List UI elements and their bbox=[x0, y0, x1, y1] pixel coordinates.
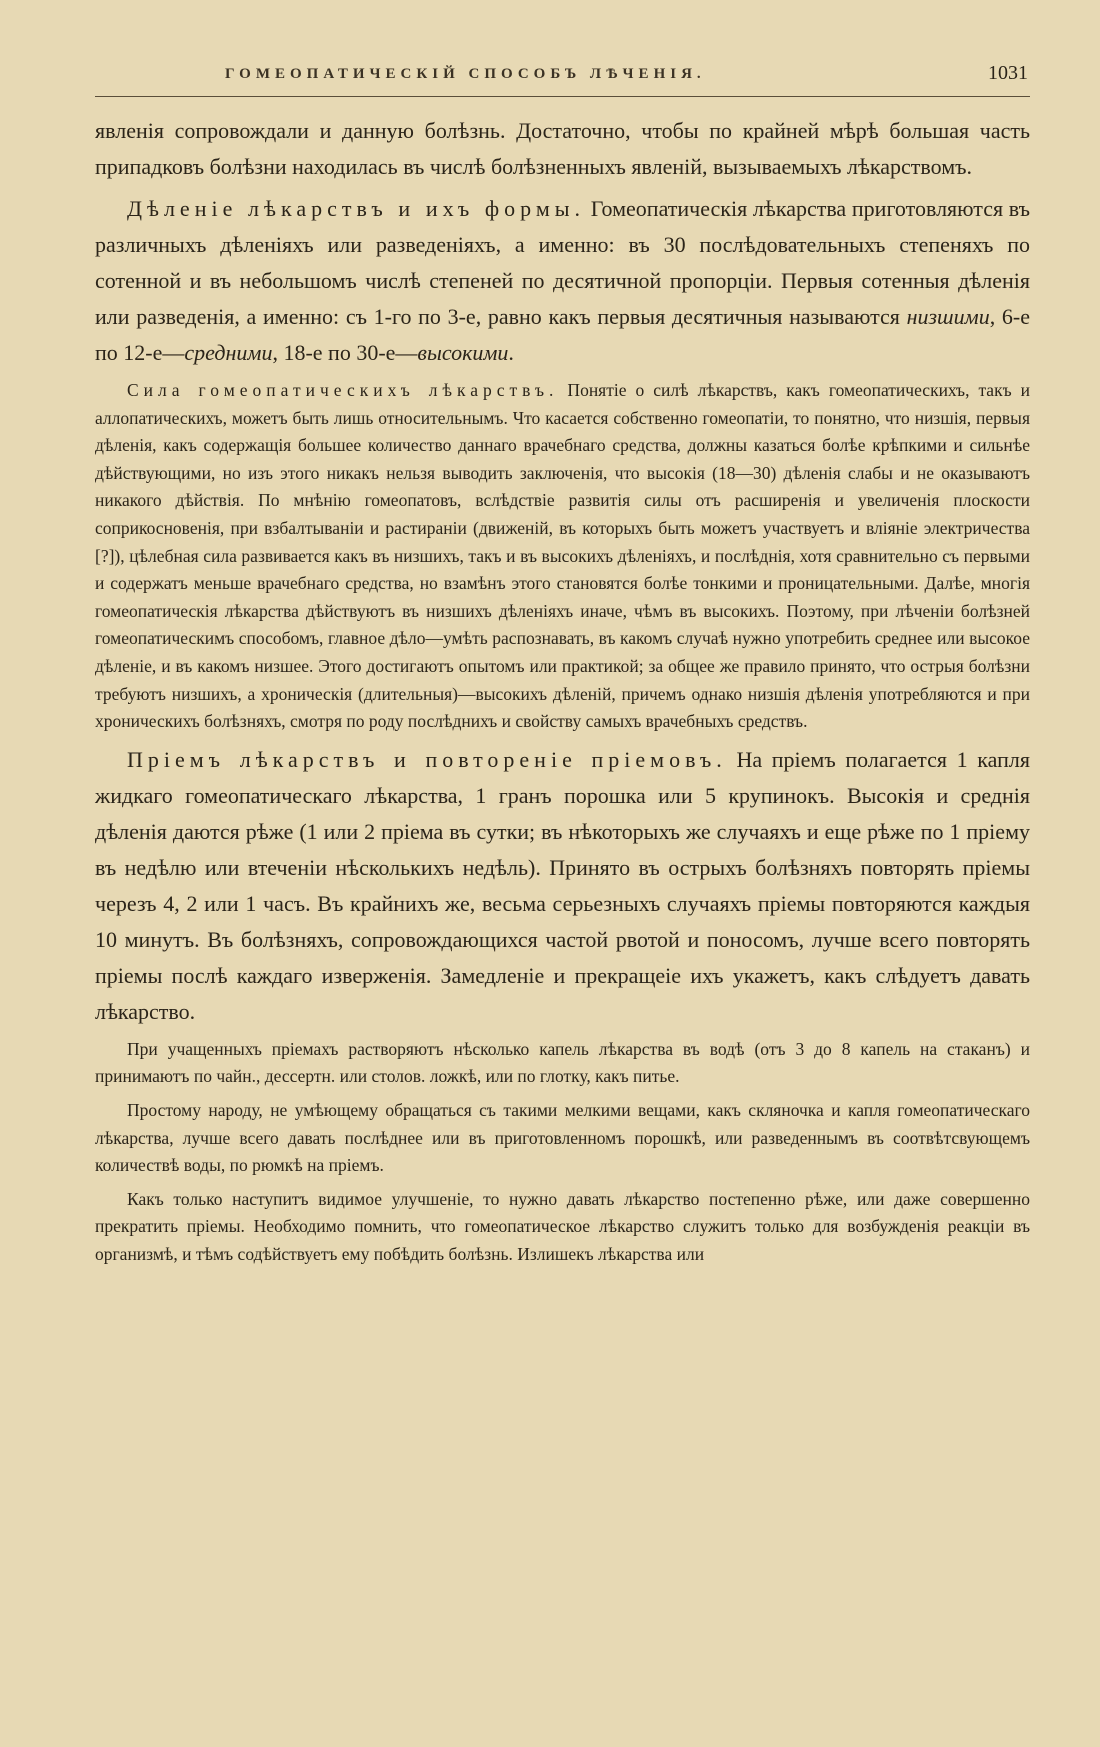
page-number: 1031 bbox=[988, 62, 1028, 84]
paragraph-text: явленія сопровождали и данную болѣзнь. Достаточно, чтобы по крайней мѣрѣ большая часть припадковъ болѣзни находилась въ числѣ болѣзненныхъ явленій, вызываемыхъ лѣкарствомъ. bbox=[95, 118, 1030, 179]
body-text bbox=[95, 113, 1030, 1268]
section-heading: Сила гомеопатическихъ лѣкарствъ. bbox=[127, 380, 559, 400]
emphasis-term: низшими bbox=[906, 304, 990, 329]
paragraph-text: При учащенныхъ пріемахъ растворяютъ нѣсколько капель лѣкарства въ водѣ (отъ 3 до 8 капель на стаканъ) и принимаютъ по чайн., дессертн. или столов. ложкѣ, или по глотку, какъ питье. bbox=[95, 1038, 1030, 1087]
paragraph-text: . bbox=[508, 340, 514, 365]
paragraph-improvement bbox=[95, 1186, 1030, 1269]
paragraph-text: Какъ только наступитъ видимое улучшеніе, то нужно давать лѣкарство постепенно рѣже, или даже совершенно прекратить пріемы. Необходимо помнить, что гомеопатическое лѣкарство служитъ только для возбужденія реакціи въ организмѣ, и тѣмъ содѣйствуетъ ему побѣдить болѣзнь. Излишекъ лѣкарства или bbox=[95, 1188, 1030, 1264]
paragraph-text: , 18-е по 30-е— bbox=[272, 340, 418, 365]
paragraph-text: Простому народу, не умѣющему обращаться съ такими мелкими вещами, какъ скляночка и капля гомеопатическаго лѣкарства, лучше всего давать послѣднее или въ приготовленномъ порошкѣ, или разведеннымъ въ соотвѣтсвующемъ количествѣ воды, по рюмкѣ на пріемъ. bbox=[95, 1099, 1030, 1176]
paragraph-divisions bbox=[95, 191, 1030, 371]
page-header bbox=[95, 60, 1030, 97]
paragraph-text: Понятіе о силѣ лѣкарствъ, какъ гомеопатическихъ, такъ и аллопатическихъ, можетъ быть лишь относительнымъ. Что касается собственно гомеопатіи, то понятно, что низшія, первыя дѣленія, какъ содержащія большее количество даннаго врачебнаго средства, должны казаться болѣе крѣпкими и сильнѣе дѣйствующими, но изъ этого никакъ нельзя выводить заключенія, что высокія (18—30) дѣленія слабы и не оказываютъ никакого дѣйствія. По мнѣнію гомеопатовъ, вслѣдствіе развитія силы отъ расширенія и увеличенія плоскости соприкосновенія, при взбалтываніи и растираніи (движеній, въ которыхъ быть можетъ участвуетъ и вліяніе электричества [?]), цѣлебная сила развивается какъ въ низшихъ, такъ и въ высокихъ дѣленіяхъ, и послѣднія, хотя сравнительно съ первыми и содержатъ меньше врачебнаго средства, но взамѣнъ этого становятся болѣе тонкими и проницательными. Далѣе, многія гомеопатическія лѣкарства дѣйствуютъ въ низшихъ дѣленіяхъ иначе, чѣмъ въ высокихъ. Поэтому, при лѣченіи болѣзней гомеопатическимъ способомъ, главное дѣло—умѣть распознавать, въ какомъ случаѣ нужно употребить среднее или высокое дѣленіе, и въ какомъ низшее. Этого достигаютъ опытомъ или практикой; за общее же правило принято, что острыя болѣзни требуютъ низшихъ, а хроническія (длительныя)—высокихъ дѣленій, причемъ однако низшія дѣленія употребляются и при хроническихъ болѣзняхъ, смотря по роду послѣднихъ и свойству самыхъ врачебныхъ средствъ. bbox=[95, 380, 1030, 732]
paragraph-text: На пріемъ полагается 1 капля жидкаго гомеопатическаго лѣкарства, 1 гранъ порошка или 5 крупинокъ. Высокія и среднія дѣленія даются рѣже (1 или 2 пріема въ сутки; въ нѣкоторыхъ же случаяхъ и еще рѣже по 1 пріему въ недѣлю или втеченіи нѣсколькихъ недѣль). Принято въ острыхъ болѣзняхъ повторять пріемы черезъ 4, 2 или 1 часъ. Въ крайнихъ же, весьма серьезныхъ случаяхъ пріемы повторяются каждыя 10 минутъ. Въ болѣзняхъ, сопровождающихся частой рвотой и поносомъ, лучше всего повторять пріемы послѣ каждаго изверженія. Замедленіе и прекращеіе ихъ укажетъ, какъ слѣдуетъ давать лѣкарство. bbox=[95, 746, 1030, 1024]
emphasis-term: высокими bbox=[417, 340, 509, 365]
paragraph-common-people bbox=[95, 1097, 1030, 1180]
emphasis-term: средними bbox=[184, 340, 273, 365]
section-heading: Пріемъ лѣкарствъ и повтореніе пріемовъ. bbox=[127, 746, 727, 772]
paragraph-dosage bbox=[95, 742, 1030, 1030]
section-heading: Дѣленіе лѣкарствъ и ихъ формы. bbox=[127, 196, 586, 221]
running-title: ГОМЕОПАТИЧЕСКІЙ СПОСОБЪ ЛѢЧЕНІЯ. bbox=[225, 66, 706, 82]
paragraph-text: , 6-е по 12-е— bbox=[95, 304, 1030, 365]
paragraph-frequent-doses bbox=[95, 1036, 1030, 1091]
paragraph-continuation bbox=[95, 113, 1030, 185]
paragraph-strength bbox=[95, 377, 1030, 736]
paragraph-text: Гомеопатическія лѣкарства приготовляются въ различныхъ дѣленіяхъ или разведеніяхъ, а именно: въ 30 послѣдовательныхъ степеняхъ по сотенной и въ небольшомъ числѣ степеней по десятичной пропорціи. Первыя сотенныя дѣленія или разведенія, а именно: съ 1-го по 3-е, равно какъ первыя десятичныя называются bbox=[95, 196, 1030, 329]
